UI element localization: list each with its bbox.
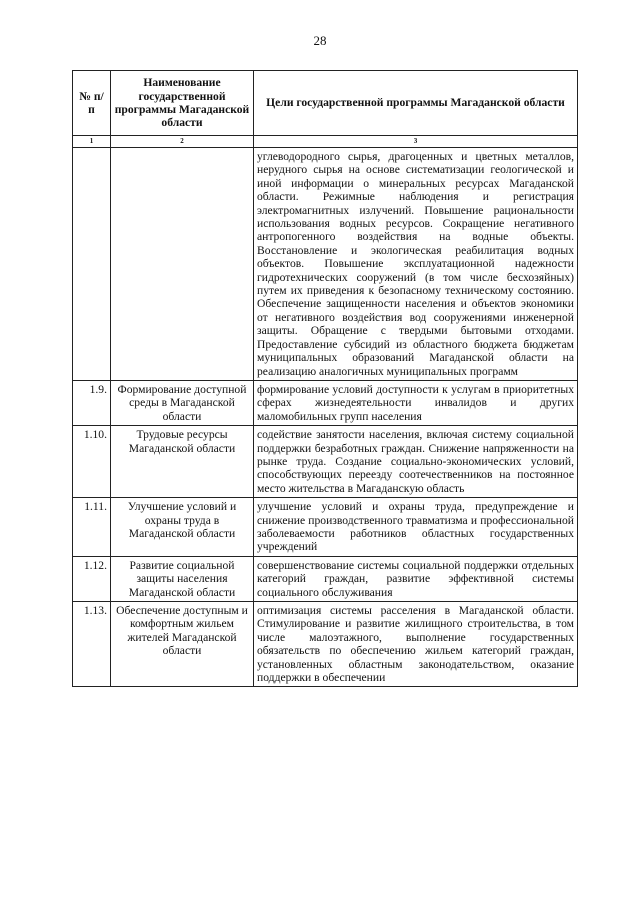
column-number: 2 — [111, 136, 254, 148]
program-goal: совершенствование системы социальной поддержки отдельных категорий граждан, развитие эффективной системы социального обслуживания — [254, 556, 578, 601]
table-row — [73, 426, 578, 498]
table-row — [73, 602, 578, 687]
program-goal: оптимизация системы расселения в Магаданской области. Стимулирование и развитие жилищного строительства, в том числе малоэтажного, выполнение государственных обязательств по обеспечению жильем категорий граждан, установленных областным законодательством, оказание поддержки в обеспечении — [254, 602, 578, 687]
program-name: Улучшение условий и охраны труда в Магаданской области — [111, 498, 254, 557]
program-name: Формирование доступной среды в Магаданской области — [111, 380, 254, 425]
header-number: № п/п — [73, 71, 111, 136]
header-program-goals: Цели государственной программы Магаданской области — [254, 71, 578, 136]
program-name: Обеспечение доступным и комфортным жильем жителей Магаданской области — [111, 602, 254, 687]
row-number: 1.10. — [73, 426, 111, 498]
program-name: Развитие социальной защиты населения Магаданской области — [111, 556, 254, 601]
table-row-continued — [73, 148, 578, 381]
row-number: 1.13. — [73, 602, 111, 687]
program-goal: улучшение условий и охраны труда, предупреждение и снижение производственного травматизма и профессиональной заболеваемости работников областных государственных учреждений — [254, 498, 578, 557]
page-number: 28 — [313, 33, 327, 48]
program-goal: формирование условий доступности к услугам в приоритетных сферах жизнедеятельности инвалидов и других маломобильных групп населения — [254, 380, 578, 425]
table-row — [73, 380, 578, 425]
program-name — [111, 148, 254, 381]
programs-table — [72, 70, 578, 687]
row-number: 1.12. — [73, 556, 111, 601]
header-program-name: Наименование государственной программы Магаданской области — [111, 71, 254, 136]
program-goal: углеводородного сырья, драгоценных и цветных металлов, нерудного сырья на основе систематизации геологической и иной информации о минеральных ресурсах Магаданской области. Режимные наблюдения и регистрация электромагнитных излучений. Повышение рациональности использования водных ресурсов. Сокращение негативного антропогенного воздействия на водные объекты. Восстановление и экологическая реабилитация водных объектов. Повышение эксплуатационной надежности гидротехнических сооружений (в том числе бесхозяйных) путем их приведения к безопасному техническому состоянию. Обеспечение защищенности населения и объектов экономики от негативного воздействия вод сооружениями инженерной защиты. Обращение с твердыми бытовыми отходами. Предоставление субсидий из областного бюджета бюджетам муниципальных образований Магаданской области на реализацию аналогичных муниципальных программ — [254, 148, 578, 381]
table-header-row — [73, 71, 578, 136]
column-number-row — [73, 136, 578, 148]
column-number: 3 — [254, 136, 578, 148]
row-number: 1.11. — [73, 498, 111, 557]
table-row — [73, 498, 578, 557]
row-number: 1.9. — [73, 380, 111, 425]
program-name: Трудовые ресурсы Магаданской области — [111, 426, 254, 498]
row-number — [73, 148, 111, 381]
table-row — [73, 556, 578, 601]
column-number: 1 — [73, 136, 111, 148]
program-goal: содействие занятости населения, включая систему социальной поддержки безработных граждан. Снижение напряженности на рынке труда. Создание социально-экономических условий, способствующих переезду соотечественников на постоянное место жительства в Магаданскую область — [254, 426, 578, 498]
